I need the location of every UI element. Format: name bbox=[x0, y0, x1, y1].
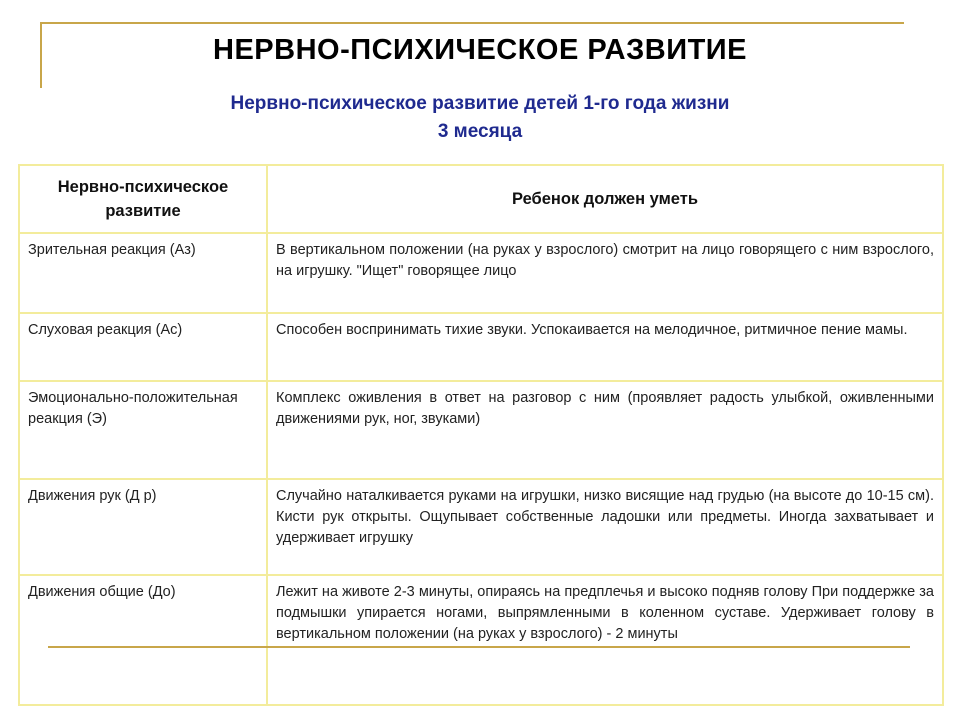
page-title: НЕРВНО-ПСИХИЧЕСКОЕ РАЗВИТИЕ bbox=[213, 34, 747, 66]
row-description: Комплекс оживления в ответ на разговор с ним (проявляет радость улыбкой, оживленными движениями рук, ног, звуками) bbox=[267, 381, 943, 479]
table-row bbox=[19, 313, 943, 381]
row-indicator: Эмоционально-положительная реакция (Э) bbox=[19, 381, 267, 479]
row-description: Случайно наталкивается руками на игрушки, низко висящие над грудью (на высоте до 10-15 см). Кисти рук открыты. Ощупывает собственные ладошки или предметы. Иногда захватывает и удерживает игрушку bbox=[267, 479, 943, 575]
development-table-container bbox=[18, 164, 942, 704]
table-row bbox=[19, 381, 943, 479]
table-row bbox=[19, 233, 943, 313]
development-table bbox=[18, 164, 944, 706]
table-row bbox=[19, 479, 943, 575]
header-skills: Ребенок должен уметь bbox=[267, 165, 943, 233]
header-indicator: Нервно-психическое развитие bbox=[19, 165, 267, 233]
row-indicator: Слуховая реакция (Ас) bbox=[19, 313, 267, 381]
row-description: Лежит на животе 2-3 минуты, опираясь на предплечья и высоко подняв голову При поддержке за подмышки упирается ногами, выпрямленными в коленном суставе. Удерживает голову в вертикальном положении (на руках у взрослого) - 2 минуты bbox=[267, 575, 943, 705]
row-indicator: Движения общие (До) bbox=[19, 575, 267, 705]
table-header-row bbox=[19, 165, 943, 233]
frame-bottom-line bbox=[48, 646, 910, 648]
subtitle-line-1: Нервно-психическое развитие детей 1-го года жизни bbox=[230, 93, 730, 114]
table-row bbox=[19, 575, 943, 705]
subtitle-line-2: 3 месяца bbox=[437, 121, 523, 142]
row-description: Способен воспринимать тихие звуки. Успокаивается на мелодичное, ритмичное пение мамы. bbox=[267, 313, 943, 381]
row-description: В вертикальном положении (на руках у взрослого) смотрит на лицо говорящего с ним взрослого, на игрушку. "Ищет" говорящее лицо bbox=[267, 233, 943, 313]
row-indicator: Движения рук (Д р) bbox=[19, 479, 267, 575]
page-subtitle bbox=[0, 90, 960, 146]
frame-top-line bbox=[40, 22, 904, 24]
row-indicator: Зрительная реакция (Аз) bbox=[19, 233, 267, 313]
